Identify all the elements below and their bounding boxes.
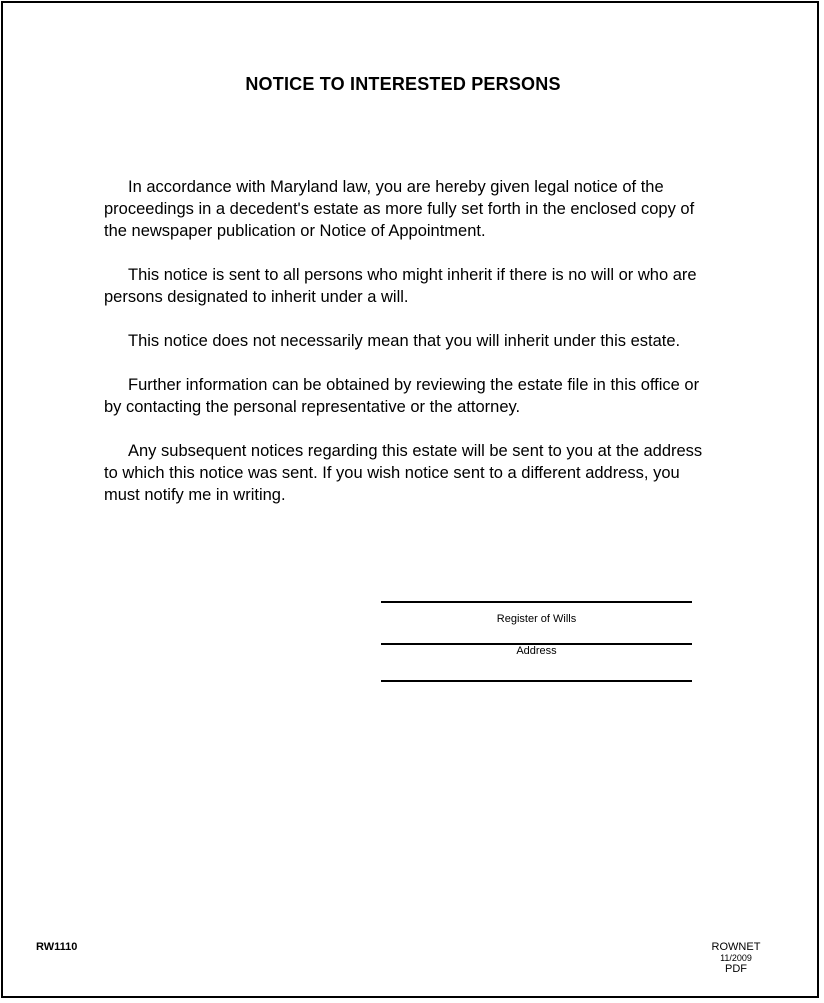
register-signature-line	[381, 601, 692, 603]
notice-body	[104, 176, 704, 528]
paragraph-no-guarantee: This notice does not necessarily mean that you will inherit under this estate.	[128, 332, 681, 350]
address-label: Address	[516, 645, 557, 657]
system-name: ROWNET	[711, 941, 761, 953]
form-id: RW1110	[36, 941, 78, 953]
document-title: NOTICE TO INTERESTED PERSONS	[245, 74, 561, 94]
paragraph-further-information: Further information can be obtained by reviewing the estate file in this office or by contacting the personal representative or the attorney.	[104, 376, 700, 416]
document-format: PDF	[725, 963, 747, 975]
paragraph-legal-notice: In accordance with Maryland law, you are hereby given legal notice of the proceedings in a decedent's estate as more fully set forth in the enclosed copy of the newspaper publication or Notice of Appointment.	[104, 178, 695, 240]
register-of-wills-label: Register of Wills	[496, 613, 577, 625]
address-line-bottom	[381, 680, 692, 682]
revision-date: 11/2009	[720, 953, 752, 963]
footer-revision-block	[696, 941, 776, 975]
paragraph-subsequent-notices: Any subsequent notices regarding this estate will be sent to you at the address to which this notice was sent. If you wish notice sent to a different address, you must notify me in writing.	[104, 442, 703, 504]
paragraph-recipients: This notice is sent to all persons who might inherit if there is no will or who are persons designated to inherit under a will.	[104, 266, 697, 306]
